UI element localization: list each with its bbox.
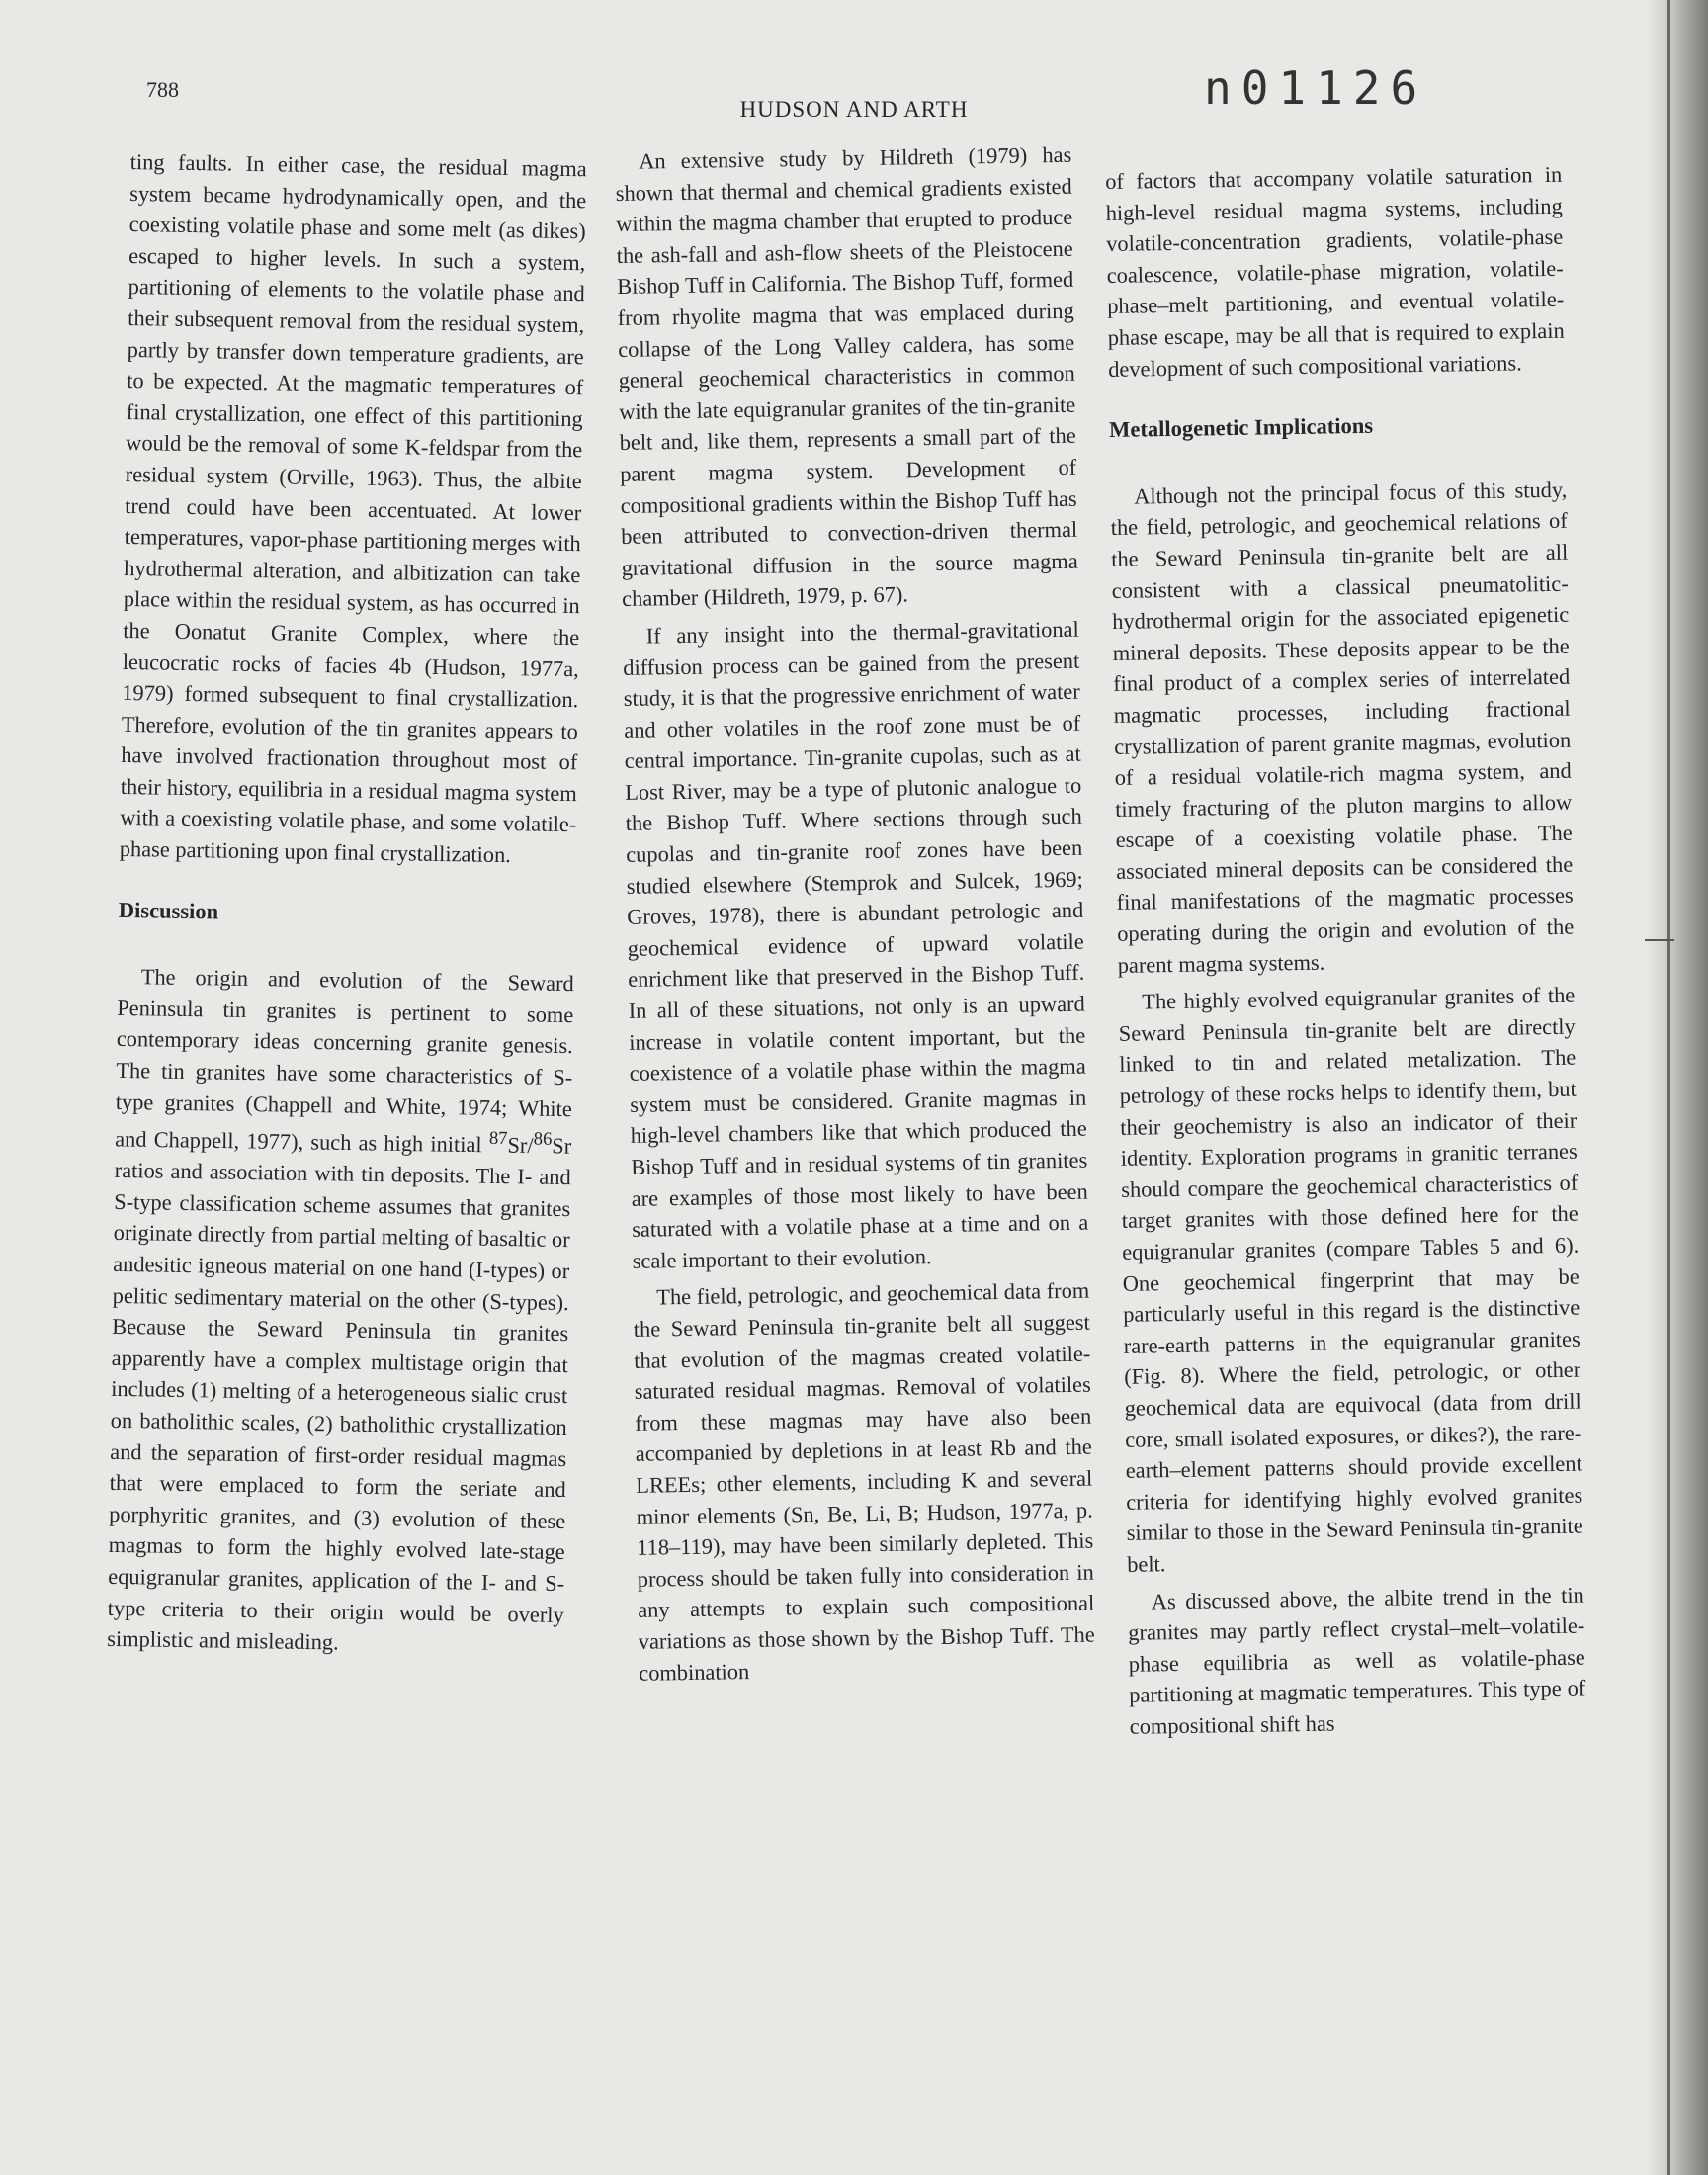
text-run: Sr ratios and association with tin deposits. The I- and S-type classification scheme assumes that granites originate directly from partial melting of basaltic or andesitic igneous material on one hand (I-types) or pelitic sedimentary material on the other (S-types). Because the Seward Peninsula tin granites apparently have a complex multistage origin that includes (1) melting of a heterogeneous sialic crust on batholithic scales, (2) batholithic crystallization and the separation of first-order residual magmas that were emplaced to form the seriate and porphyritic granites, and (3) evolution of these magmas to form the highly evolved late-stage equigranular granites, application of the I- and S-type criteria to their origin would be overly simplistic and misleading.: [107, 1133, 572, 1655]
section-heading-metallogenetic: Metallogenetic Implications: [1108, 412, 1374, 443]
superscript: 86: [533, 1128, 553, 1151]
superscript: 87: [488, 1128, 508, 1150]
column-middle: [615, 139, 1095, 1689]
paragraph: If any insight into the thermal-gravitational diffusion process can be gained from the present study, it is that the progressive enrichment of water and other volatiles in the roof zone must be of central importance. Tin-granite cupolas, such as at Lost River, may be a type of plutonic analogue to the Bishop Tuff. Where sections through such cupolas and tin-granite roof zones have been studied elsewhere (Stemprok and Sulcek, 1969; Groves, 1978), there is abundant petrologic and geochemical evidence of upward volatile enrichment like that preserved in the Bishop Tuff. In all of these situations, not only is an upward increase in volatile content important, but the coexistence of a volatile phase within the magma system must be considered. Granite magmas in high-level chambers like that which produced the Bishop Tuff and in residual systems of tin granites are examples of those most likely to have been saturated with a volatile phase at a time and on a scale important to their evolution.: [623, 616, 1089, 1273]
column-left: [107, 146, 587, 1662]
running-head: HUDSON AND ARTH: [739, 97, 969, 122]
text-run: Sr/: [507, 1132, 534, 1159]
paragraph: The field, petrologic, and geochemical data from the Seward Peninsula tin-granite belt all suggest that evolution of the magmas created volatile-saturated residual magmas. Removal of volatiles from these magmas may have also been accompanied by depletions in at least Rb and the LREEs; other elements, including K and several minor elements (Sn, Be, Li, B; Hudson, 1977a, p. 118–119), may have been similarly depleted. This process should be taken fully into consideration in any attempts to explain such compositional variations as those shown by the Bishop Tuff. The combination: [633, 1277, 1095, 1686]
paragraph: [107, 961, 574, 1662]
paragraph: Although not the principal focus of this study, the field, petrologic, and geochemical relations of the Seward Peninsula tin-granite belt are all consistent with a classical pneumatolitic-hydrothermal origin for the associated epigenetic mineral deposits. These deposits appear to be the final product of a complex series of interrelated magmatic processes, including fractional crystallization of parent granite magmas, evolution of a residual volatile-rich magma system, and timely fracturing of the pluton margins to allow escape of a coexisting volatile phase. The associated mineral deposits can be considered the final manifestations of the magmatic processes operating during the origin and evolution of the parent magma systems.: [1110, 477, 1575, 978]
margin-mark: [1645, 939, 1674, 941]
paragraph: ting faults. In either case, the residual magma system became hydrodynamically open, and the coexisting volatile phase and some melt (as dikes) escaped to higher levels. In such a system, partitioning of elements to the volatile phase and their subsequent removal from the residual system, partly by transfer down temperature gradients, are to be expected. At the magmatic temperatures of final crystallization, one effect of this partitioning would be the removal of some K-feldspar from the residual system (Orville, 1963). Thus, the albite trend could have been accentuated. At lower temperatures, vapor-phase partitioning merges with hydrothermal alteration, and albitization can take place within the residual system, as has occurred in the Oonatut Granite Complex, where the leucocratic rocks of facies 4b (Hudson, 1977a, 1979) formed subsequent to final crystallization. Therefore, evolution of the tin granites appears to have involved fractionation throughout most of their history, equilibria in a residual magma system with a coexisting volatile phase, and some volatile-phase partitioning upon final crystallization.: [119, 148, 587, 868]
paragraph: The highly evolved equigranular granites of the Seward Peninsula tin-granite belt are directly linked to tin and related metalization. The petrology of these rocks helps to identify them, but their geochemistry is also an indicator of their identity. Exploration programs in granitic terranes should compare the geochemical characteristics of target granites with those defined here for the equigranular granites (compare Tables 5 and 6). One geochemical fingerprint that may be particularly useful in this regard is the distinctive rare-earth patterns in the equigranular granites (Fig. 8). Where the field, petrologic, or other geochemical data are equivocal (data from drill core, small isolated exposures, or dikes?), the rare-earth–element patterns should provide excellent criteria for identifying highly evolved granites similar to those in the Seward Peninsula tin-granite belt.: [1118, 982, 1583, 1577]
page-edge-line: [1667, 0, 1670, 2175]
section-heading-discussion: Discussion: [118, 897, 219, 924]
column-right: [1105, 159, 1586, 1743]
page-number: 788: [146, 77, 179, 102]
paragraph: of factors that accompany volatile saturation in high-level residual magma systems, including volatile-concentration gradients, volatile-phase coalescence, volatile-phase migration, volatile-phase–melt partitioning, and eventual volatile-phase escape, may be all that is required to explain development of such compositional variations.: [1105, 161, 1565, 382]
text-run: The origin and evolution of the Seward Peninsula tin granites is pertinent to some contemporary ideas concerning granite genesis. The tin granites have some characteristics of S-type granites (Chappell and White, 1974; White and Chappell, 1977), such as high initial: [115, 964, 574, 1158]
paragraph: An extensive study by Hildreth (1979) has shown that thermal and chemical gradients existed within the magma chamber that erupted to produce the ash-fall and ash-flow sheets of the Pleistocene Bishop Tuff in California. The Bishop Tuff, formed from rhyolite magma that was emplaced during collapse of the Long Valley caldera, has some general geochemical characteristics in common with the late equigranular granites of the tin-granite belt and, like them, represents a small part of the parent magma system. Development of compositional gradients within the Bishop Tuff has been attributed to convection-driven thermal gravitational diffusion in the source magma chamber (Hildreth, 1979, p. 67).: [615, 141, 1078, 612]
paragraph: As discussed above, the albite trend in the tin granites may partly reflect crystal–melt–volatile-phase equilibria as well as volatile-phase partitioning at magmatic temperatures. This type of compositional shift has: [1128, 1582, 1586, 1739]
archive-stamp: n01126: [1204, 61, 1428, 115]
page-edge-shadow: [1647, 0, 1708, 2175]
